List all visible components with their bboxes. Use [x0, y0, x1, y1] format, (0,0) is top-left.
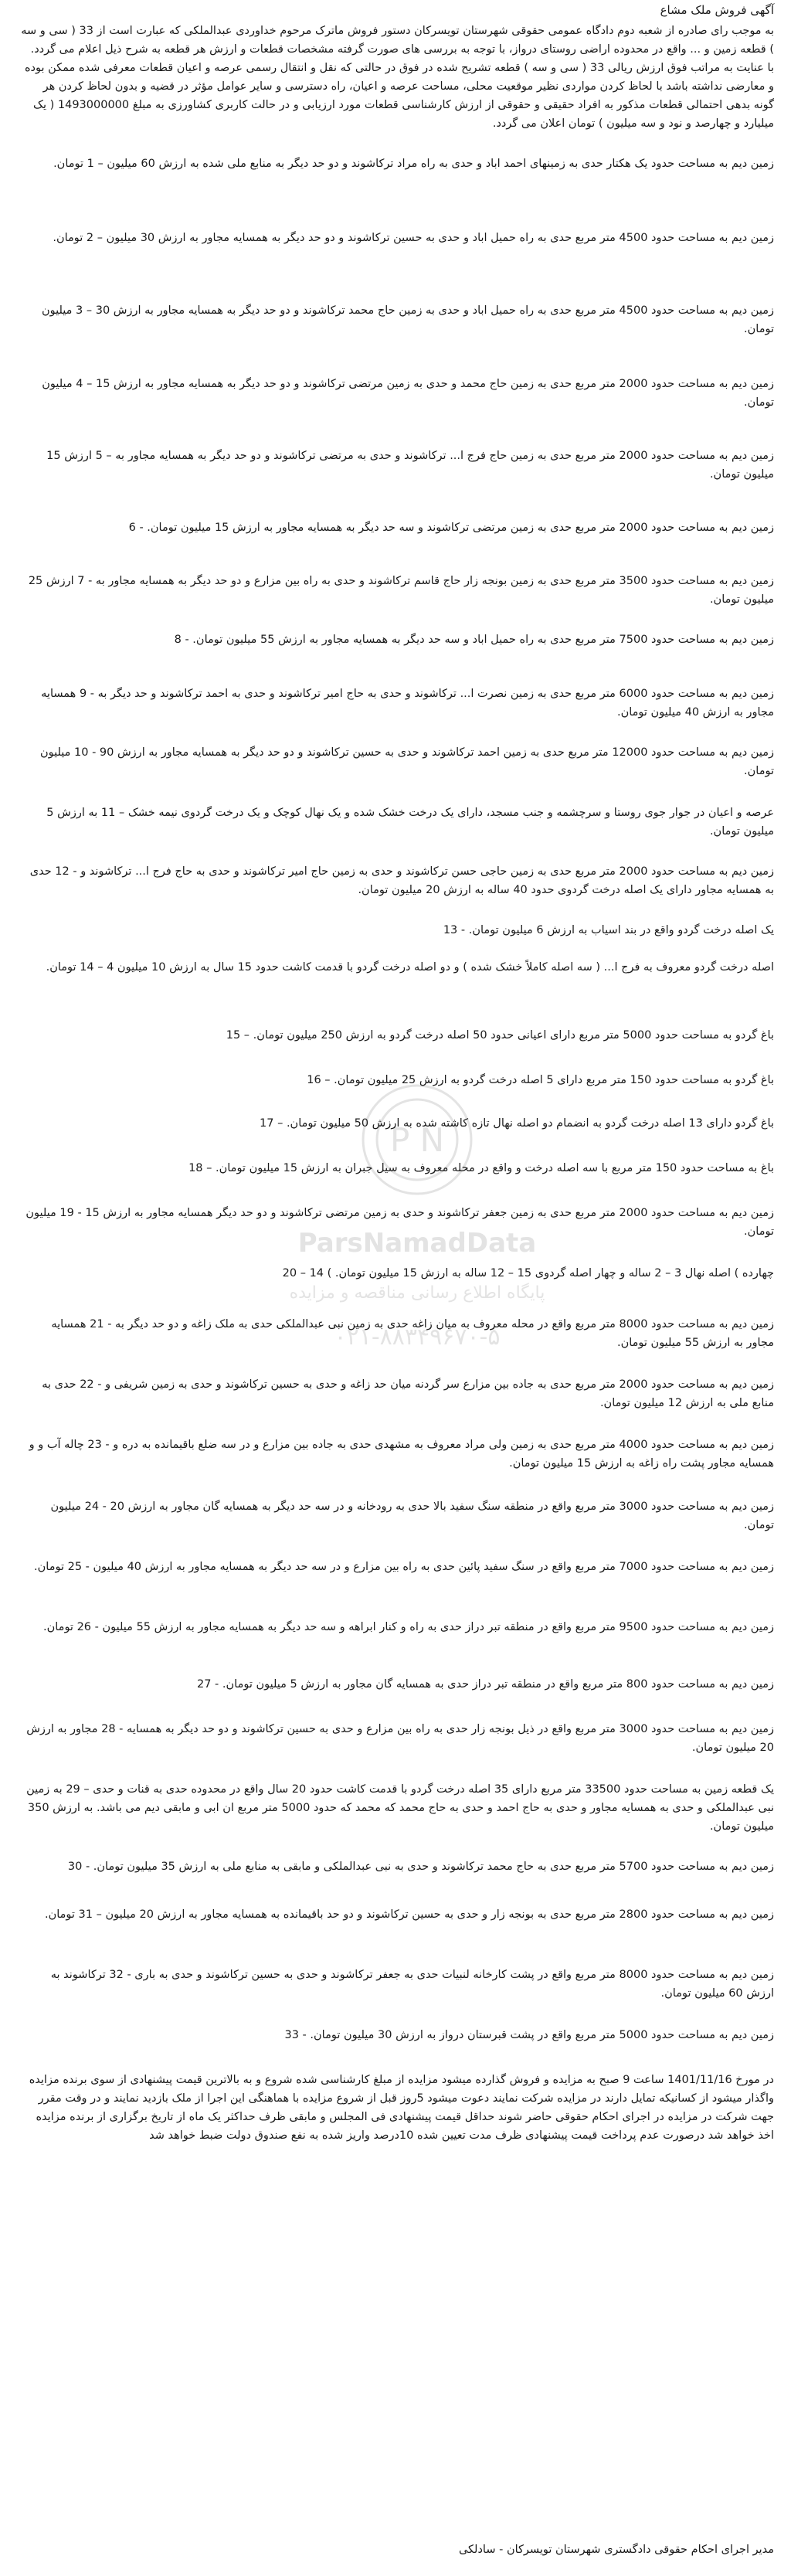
- list-item: زمین دیم به مساحت حدود 12000 متر مربع حدی به زمین احمد ترکاشوند و حدی به حسین ترکاشوند و دو حد دیگر به همسایه مجاور به ارزش 90 - 10 میلیون تومان.: [39, 746, 774, 777]
- list-item: باغ گردو دارای 13 اصله درخت گردو به انضمام دو اصله نهال تازه کاشته شده به ارزش 50 میلیون تومان. – 17: [260, 1117, 774, 1130]
- watermark-logo: [255, 1066, 579, 1375]
- list-item: زمین دیم به مساحت حدود 800 متر مربع واقع در منطقه تبر دراز حدی به همسایه گان مجاور به ارزش 5 میلیون تومان. - 27: [196, 1678, 774, 1691]
- list-item: زمین دیم به مساحت حدود 8000 متر مربع واقع در پشت کارخانه لنبیات حدی به جعفر ترکاشوند و حدی به حسین ترکاشوند و حدی به باری - 32 ترکاشوند به ارزش 60 میلیون تومان.: [50, 1969, 774, 2000]
- auction-paragraph: در مورخ 1401/11/16 ساعت 9 صبح به مزایده و فروش گذارده میشود مزایده از مبلغ کارشناسی شده شروع و به بالاترین قیمت پیشنهادی از سوی برنده مزایده واگذار میشود از کسانیکه تمایل دارند در مزایده شرکت نمایند دعوت میشود 5روز قبل از شروع مزایده با هماهنگی این اجرا از ملک بازدید نمایند و در وقت مقرر جهت شرکت در مزایده در اجرای احکام حقوقی حاضر شوند حداقل قیمت پیشنهادی فی المجلس و مابقی ظرف حداکثر یک ماه از تاریخ برگزاری از برنده مزایده اخذ خواهد شد درصورت عدم پرداخت قیمت پیشنهادی ظرف مدت تعیین شده 10درصد واریز شده به نفع صندوق دولت ضبط خواهد شد: [29, 2074, 774, 2142]
- watermark-phone: ۰۲۱-۸۸۳۴۹۶۷۰-۵: [334, 1324, 501, 1351]
- list-item: زمین دیم به مساحت حدود 4000 متر مربع حدی به زمین ولی مراد معروف به مشهدی حدی به جاده بین مزارع و در سه ضلع باقیمانده به دره و - 23 چاله آب و و همسایه مجاور پشت راه زاغه به ارزش 15 میلیون تومان.: [29, 1439, 774, 1470]
- list-item: زمین دیم به مساحت حدود 2000 متر مربع حدی به زمین جعفر ترکاشوند و حدی به زمین مرتضی ترکاشوند و دو حد دیگر همسایه مجاور به ارزش 15 - 19 میلیون تومان.: [25, 1207, 774, 1238]
- list-item: چهارده ) اصله نهال 3 – 2 ساله و چهار اصله گردوی 15 – 12 ساله به ارزش 15 میلیون تومان. ) 14 – 20: [282, 1267, 774, 1280]
- list-item: زمین دیم به مساحت حدود 2000 متر مربع حدی به جاده بین مزارع سر گردنه میان حد زاغه و حدی به حسین ترکاشوند و حدی به زمین شریفی و - 22 حدی به منابع ملی به ارزش 12 میلیون تومان.: [42, 1378, 774, 1409]
- list-item: زمین دیم به مساحت حدود 4500 متر مربع حدی به راه حمیل اباد و حدی به زمین حاج محمد ترکاشوند و دو حد دیگر به همسایه مجاور به ارزش 30 – 3 میلیون تومان.: [41, 304, 774, 335]
- list-item: یک قطعه زمین به مساحت حدود 33500 متر مربع دارای 35 اصله درخت گردو با قدمت کاشت حدود 20 سال واقع در محدوده حدی به قنات و حدی – 29 به زمین نبی عبدالملکی و حدی به همسایه مجاور و حدی به حاج احمد و حدی به حاج محمد که محمد که حدود 5000 متر مربع ان ابی و مابقی دیم می باشد. به ارزش 350 میلیون تومان.: [26, 1783, 774, 1833]
- list-item: زمین دیم به مساحت حدود 9500 متر مربع واقع در منطقه تبر دراز حدی به راه و کنار ابراهه و سه حد دیگر به همسایه مجاور به ارزش 55 میلیون - 26 تومان.: [43, 1621, 774, 1633]
- list-item: اصله درخت گردو معروف به فرج ا... ( سه اصله کاملاً خشک شده ) و دو اصله درخت گردو با قدمت کاشت حدود 15 سال به ارزش 10 میلیون 4 – 14 تومان.: [46, 961, 774, 974]
- list-item: زمین دیم به مساحت حدود 4500 متر مربع حدی به راه حمیل اباد و حدی به حسین ترکاشوند و دو حد دیگر به همسایه مجاور به ارزش 30 میلیون – 2 تومان.: [53, 232, 774, 244]
- list-item: زمین دیم به مساحت حدود 5000 متر مربع واقع در پشت قبرستان درواز به ارزش 30 میلیون تومان. - 33: [284, 2029, 774, 2041]
- list-item: زمین دیم به مساحت حدود 2800 متر مربع حدی به بونجه زار و حدی به حسین ترکاشوند و دو حد باقیمانده به همسایه مجاور به ارزش 20 میلیون – 31 تومان.: [44, 1908, 774, 1921]
- list-item: زمین دیم به مساحت حدود 2000 متر مربع حدی به زمین مرتضی ترکاشوند و سه حد دیگر به همسایه مجاور به ارزش 15 میلیون تومان. - 6: [128, 522, 774, 534]
- list-item: یک اصله درخت گردو واقع در بند اسیاب به ارزش 6 میلیون تومان. - 13: [443, 924, 774, 936]
- list-item: زمین دیم به مساحت حدود 8000 متر مربع واقع در محله معروف به میان زاغه حدی به زمین نبی عبدالملکی حدی به ملک زاغه و دو حد دیگر به - 21 همسایه مجاور به ارزش 55 میلیون تومان.: [51, 1318, 774, 1349]
- list-item: باغ گردو به مساحت حدود 150 متر مربع دارای 5 اصله درخت گردو به ارزش 25 میلیون تومان. – 16: [307, 1074, 774, 1086]
- list-item: باغ گردو به مساحت حدود 5000 متر مربع دارای اعیانی حدود 50 اصله درخت گردو به ارزش 250 میلیون تومان. – 15: [226, 1029, 774, 1042]
- watermark-brand: ParsNamadData: [297, 1228, 537, 1259]
- list-item: زمین دیم به مساحت حدود 2000 متر مربع حدی به زمین حاج محمد و حدی به زمین مرتضی ترکاشوند و دو حد دیگر به همسایه مجاور به ارزش 15 – 4 میلیون تومان.: [42, 378, 774, 409]
- list-item: عرصه و اعیان در جوار جوی روستا و سرچشمه و جنب مسجد، دارای یک درخت خشک شده و یک نهال کوچک و یک درخت گردوی نیمه خشک – 11 به ارزش 5 میلیون تومان.: [46, 807, 774, 838]
- list-item: زمین دیم به مساحت حدود 5700 متر مربع حدی به حاج محمد ترکاشوند و حدی به نبی عبدالملکی و مابقی به منابع ملی به ارزش 35 میلیون تومان. - 30: [67, 1861, 774, 1873]
- list-item: باغ به مساحت حدود 150 متر مربع با سه اصله درخت و واقع در محله معروف به سیل جبران به ارزش 15 میلیون تومان. – 18: [188, 1162, 774, 1174]
- watermark-subtitle: پایگاه اطلاع رسانی مناقصه و مزایده: [289, 1283, 545, 1303]
- list-item: زمین دیم به مساحت حدود 3000 متر مربع واقع در ذیل بونجه زار حدی به راه بین مزارع و حدی به حسین ترکاشوند و دو حد دیگر به همسایه - 28 مجاور به ارزش 20 میلیون تومان.: [26, 1723, 774, 1754]
- list-item: زمین دیم به مساحت حدود یک هکتار حدی به زمینهای احمد اباد و حدی به راه مراد ترکاشوند و دو حد دیگر به منابع ملی شده به ارزش 60 میلیون – 1 تومان.: [53, 158, 774, 170]
- list-item: زمین دیم به مساحت حدود 7500 متر مربع حدی به راه حمیل اباد و سه حد دیگر به همسایه مجاور به ارزش 55 میلیون تومان. - 8: [174, 634, 774, 646]
- signature-line: مدیر اجرای احکام حقوقی دادگستری شهرستان تویسرکان - سادلکی: [458, 2544, 774, 2556]
- svg-text:P N: P N: [389, 1121, 445, 1159]
- list-item: زمین دیم به مساحت حدود 6000 متر مربع حدی به زمین نصرت ا... ترکاشوند و حدی به حاج امیر ترکاشوند و حدی به احمد ترکاشوند و حد دیگر به - 9 همسایه مجاور به ارزش 40 میلیون تومان.: [41, 688, 774, 719]
- list-item: زمین دیم به مساحت حدود 3500 متر مربع حدی به زمین بونجه زار حاج قاسم ترکاشوند و حدی به راه بین مزارع و دو حد دیگر به همسایه مجاور به - 7 ارزش 25 میلیون تومان.: [28, 575, 774, 606]
- list-item: زمین دیم به مساحت حدود 7000 متر مربع واقع در سنگ سفید پائین حدی به راه بین مزارع و در سه حد دیگر به همسایه مجاور به ارزش 40 میلیون - 25 تومان.: [34, 1561, 774, 1573]
- list-item: زمین دیم به مساحت حدود 2000 متر مربع حدی به زمین حاج فرج ا... ترکاشوند و حدی به مرتضی ترکاشوند و دو حد دیگر به همسایه مجاور به – 5 ارزش 15 میلیون تومان.: [46, 450, 774, 481]
- list-item: زمین دیم به مساحت حدود 2000 متر مربع حدی به زمین حاجی حسن ترکاشوند و حدی به زمین حاج امیر ترکاشوند و حدی به حاج فرج ا... ترکاشوند و - 12 حدی به همسایه مجاور دارای یک اصله درخت گردوی حدود 40 ساله به ارزش 20 میلیون تومان.: [29, 865, 774, 896]
- notice-intro: به موجب رای صادره از شعبه دوم دادگاه عمومی حقوقی شهرستان تویسرکان دستور فروش ماترک مرحوم خداوردی عبدالملکی که عبارت است از 33 ( سی و سه ) قطعه زمین و ... واقع در محدوده اراضی روستای درواز، با توجه به بررسی های صورت گرفته مشخصات قطعات و ارزش هر قطعه به شرح ذیل اعلام می گردد. با عنایت به مراتب فوق ارزش ریالی 33 ( سی و سه ) قطعه تشریح شده در فوق در حالتی که نقل و انتقال رسمی عرصه و اعیان قطعات معرفی شده ممکن بوده و معارضی نداشته باشد با لحاظ کردن مواردی نظیر موقعیت محلی، مساحت عرصه و اعیان، راه دسترسی و سایر عوامل مؤثر در قضیه و بدون لحاظ کردن هر گونه بدهی احتمالی قطعات مذکور به افراد حقیقی و حقوقی از ارزش کارشناسی قطعات مورد ارزیابی و در حالت کاربری کشاورزی به مبلغ 1493000000 ( یک میلیارد و چهارصد و نود و سه میلیون ) تومان اعلان می گردد.: [21, 25, 774, 130]
- list-item: زمین دیم به مساحت حدود 3000 متر مربع واقع در منطقه سنگ سفید بالا حدی به رودخانه و در سه حد دیگر به همسایه گان مجاور به ارزش 20 - 24 میلیون تومان.: [50, 1500, 774, 1531]
- notice-title: آگهی فروش ملک مشاع: [660, 3, 774, 17]
